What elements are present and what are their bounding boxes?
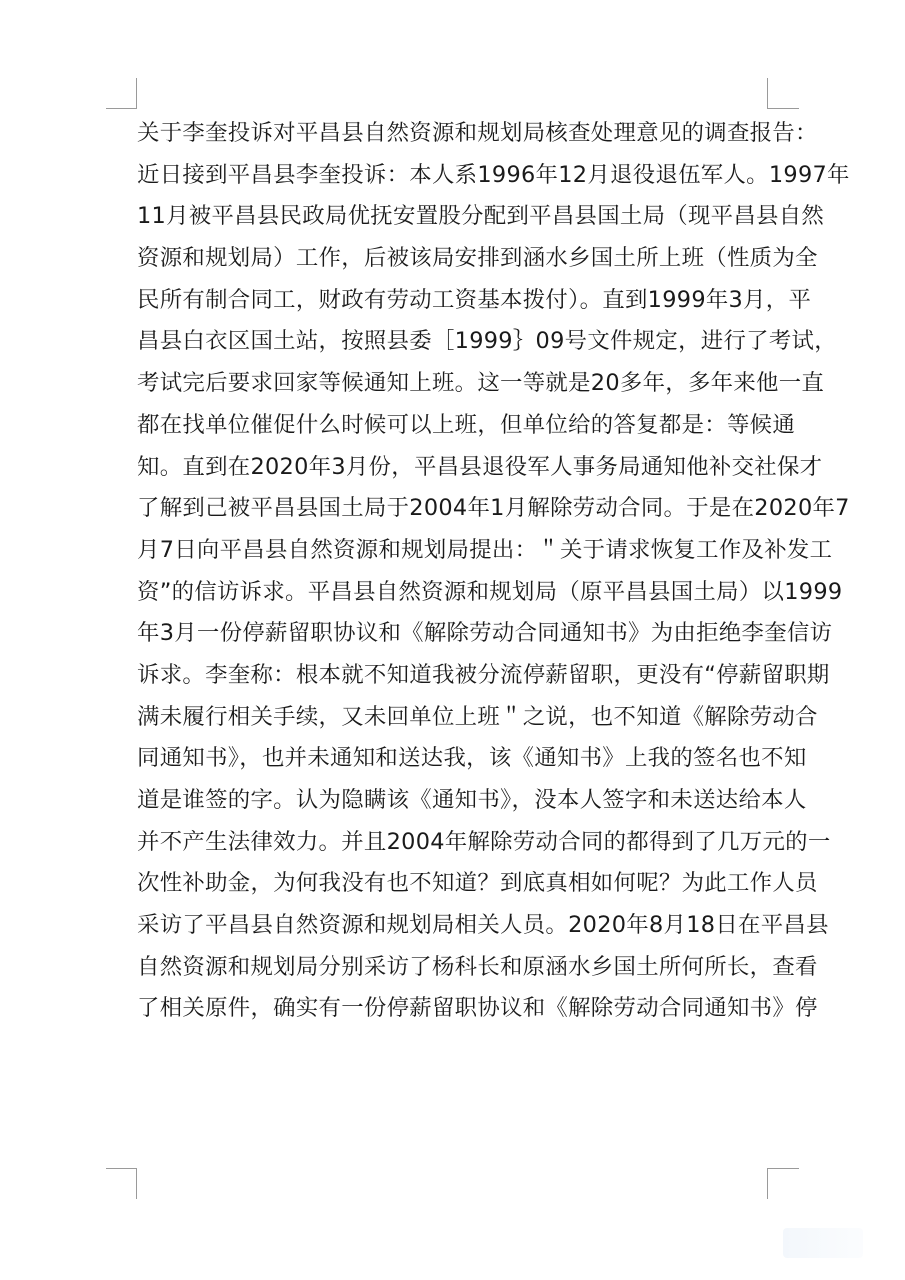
paragraph-line: 满未履行相关手续，又未回单位上班＂之说，也不知道《解除劳动合 — [137, 703, 818, 730]
crop-mark-top-right-vertical — [767, 78, 768, 109]
paragraph-line: 诉求。李奎称：根本就不知道我被分流停薪留职，更没有“停薪留职期 — [137, 661, 830, 688]
paragraph-line: 同通知书》，也并未通知和送达我，该《通知书》上我的签名也不知 — [137, 745, 807, 772]
crop-mark-top-left-horizontal — [106, 108, 137, 109]
paragraph-line: 11月被平昌县民政局优抚安置股分配到平昌县国土局（现平昌县自然 — [137, 203, 825, 230]
paragraph-line: 考试完后要求回家等候通知上班。这一等就是20多年，多年来他一直 — [137, 370, 825, 397]
crop-mark-bottom-left-horizontal — [106, 1168, 137, 1169]
paragraph-line: 资源和规划局）工作，后被该局安排到涵水乡国土所上班（性质为全 — [137, 245, 818, 272]
crop-mark-bottom-right-vertical — [767, 1168, 768, 1199]
paragraph-line: 采访了平昌县自然资源和规划局相关人员。2020年8月18日在平昌县 — [137, 912, 829, 939]
paragraph-line: 并不产生法律效力。并且2004年解除劳动合同的都得到了几万元的一 — [137, 828, 831, 855]
paragraph-line: 民所有制合同工，财政有劳动工资基本拨付）。直到1999年3月，平 — [137, 286, 812, 313]
crop-mark-bottom-right-horizontal — [768, 1168, 799, 1169]
crop-mark-top-right-horizontal — [768, 108, 799, 109]
paragraph-line: 知。直到在2020年3月份，平昌县退役军人事务局通知他补交社保才 — [137, 453, 823, 480]
paragraph-line: 近日接到平昌县李奎投诉：本人系1996年12月退役退伍军人。1997年 — [137, 161, 850, 188]
paragraph-line: 道是谁签的字。认为隐瞒该《通知书》，没本人签字和未送达给本人 — [137, 787, 807, 813]
paragraph-line: 了相关原件，确实有一份停薪留职协议和《解除劳动合同通知书》停 — [137, 995, 818, 1022]
paragraph-line: 年3月一份停薪留职协议和《解除劳动合同通知书》为由拒绝李奎信访 — [137, 620, 833, 647]
crop-mark-bottom-left-vertical — [136, 1168, 137, 1199]
paragraph-line: 了解到己被平昌县国土局于2004年1月解除劳动合同。于是在2020年7 — [137, 495, 850, 522]
watermark-logo — [783, 1228, 863, 1258]
document-title-line: 关于李奎投诉对平昌县自然资源和规划局核查处理意见的调查报告： — [137, 120, 818, 146]
paragraph-line: 自然资源和规划局分别采访了杨科长和原涵水乡国土所何所长，查看 — [137, 953, 818, 980]
paragraph-line: 月7日向平昌县自然资源和规划局提出：＂关于请求恢复工作及补发工 — [137, 536, 833, 563]
paragraph-line: 资”的信访诉求。平昌县自然资源和规划局（原平昌县国土局）以1999 — [137, 578, 843, 605]
paragraph-line: 都在找单位催促什么时候可以上班，但单位给的答复都是：等候通 — [137, 411, 796, 438]
paragraph-line: 次性补助金，为何我没有也不知道？到底真相如何呢？为此工作人员 — [137, 870, 818, 897]
paragraph-line: 昌县白衣区国土站，按照县委［1999｝09号文件规定，进行了考试， — [137, 328, 837, 355]
crop-mark-top-left-vertical — [136, 78, 137, 109]
document-body — [137, 113, 850, 1030]
